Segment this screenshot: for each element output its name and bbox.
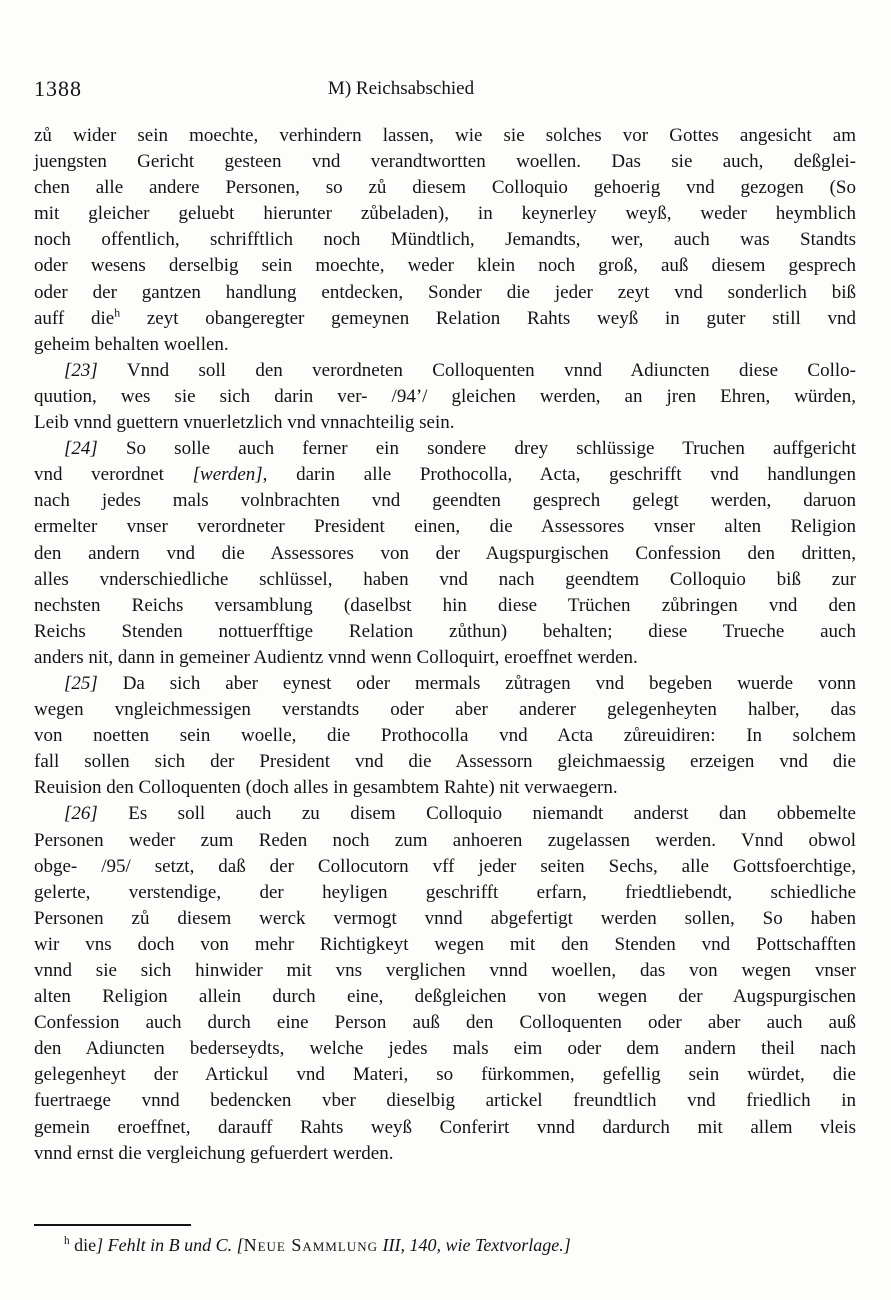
text-line bbox=[34, 880, 856, 906]
text-segment: von noetten sein woelle, die Prothocolla vnd Acta zůreuidiren: In solchem bbox=[34, 725, 856, 747]
text-line bbox=[34, 123, 856, 149]
text-line bbox=[34, 932, 856, 958]
text-segment: h bbox=[114, 306, 121, 320]
text-line bbox=[34, 488, 856, 514]
text-segment: gelerte, verstendige, der heyligen geschrifft erfarn, friedtliebendt, schiedliche bbox=[34, 881, 856, 903]
text-segment: Leib vnnd guettern vnuerletzlich vnd vnnachteilig sein. bbox=[34, 412, 455, 434]
page-header bbox=[34, 76, 856, 104]
text-segment: Reuision den Colloquenten (doch alles in gesambtem Rahte) nit verwaegern. bbox=[34, 777, 618, 799]
text-segment: Es soll auch zu disem Colloquio niemandt anderst dan obbemelte bbox=[97, 803, 856, 825]
text-segment: oder wesens derselbig sein moechte, weder klein noch groß, auß diesem gesprech bbox=[34, 255, 856, 277]
text-line bbox=[34, 384, 856, 410]
text-segment: geheim behalten woellen. bbox=[34, 333, 229, 355]
text-line bbox=[34, 593, 856, 619]
paragraph bbox=[34, 671, 856, 801]
text-line bbox=[34, 201, 856, 227]
text-line bbox=[34, 462, 856, 488]
text-segment: fuertraege vnnd bedencken vber dieselbig artickel freundtlich vnd friedlich in bbox=[34, 1090, 856, 1112]
text-line bbox=[34, 697, 856, 723]
text-segment: vnnd ernst die vergleichung gefuerdert werden. bbox=[34, 1142, 394, 1164]
text-segment: auff die bbox=[34, 307, 115, 329]
text-line bbox=[34, 149, 856, 175]
text-line bbox=[34, 253, 856, 279]
text-line bbox=[34, 749, 856, 775]
text-segment: [24] bbox=[64, 438, 98, 460]
footnote-text bbox=[34, 1233, 856, 1257]
text-segment: alten Religion allein durch eine, deßgleichen von wegen der Augspurgischen bbox=[34, 986, 856, 1008]
text-segment: So solle auch ferner ein sondere drey schlüssige Truchen auffgericht bbox=[97, 438, 856, 460]
text-segment: , darin alle Prothocolla, Acta, geschrifft vnd handlungen bbox=[262, 464, 856, 486]
text-segment: den andern vnd die Assessores von der Augspurgischen Confession den dritten, bbox=[34, 542, 856, 564]
text-segment: Vnnd soll den verordneten Colloquenten vnnd Adiuncten diese Collo- bbox=[97, 359, 856, 381]
text-segment: gemein eroeffnet, darauff Rahts weyß Conferirt vnnd dardurch mit allem vleis bbox=[34, 1116, 856, 1138]
text-line bbox=[34, 1036, 856, 1062]
text-line bbox=[34, 1010, 856, 1036]
paragraph bbox=[34, 123, 856, 358]
text-segment: mit gleicher geluebt hierunter zůbeladen), in keynerley weyß, weder heymblich bbox=[34, 203, 856, 225]
text-line bbox=[34, 645, 856, 671]
text-segment: quution, wes sie sich darin ver- /94’/ gleichen werden, an jren Ehren, würden, bbox=[34, 385, 856, 407]
text-segment: gelegenheyt der Artickul vnd Materi, so fürkommen, gefellig sein würdet, die bbox=[34, 1064, 856, 1086]
text-segment: Personen weder zum Reden noch zum anhoeren zugelassen werden. Vnnd obwol bbox=[34, 829, 856, 851]
text-segment: chen alle andere Personen, so zů diesem Colloquio gehoerig vnd gezogen (So bbox=[34, 177, 856, 199]
text-segment: Da sich aber eynest oder mermals zůtragen vnd begeben wuerde vonn bbox=[97, 672, 856, 694]
text-line bbox=[34, 514, 856, 540]
paragraph bbox=[34, 358, 856, 436]
text-segment: ermelter vnser verordneter President einen, die Assessores vnser alten Religion bbox=[34, 516, 856, 538]
text-line bbox=[34, 436, 856, 462]
text-segment: juengsten Gericht gesteen vnd verandtwortten woellen. Das sie auch, deßglei- bbox=[34, 151, 856, 173]
text-line bbox=[34, 332, 856, 358]
footnote bbox=[34, 1224, 856, 1257]
text-segment: die bbox=[69, 1235, 97, 1255]
text-line bbox=[34, 227, 856, 253]
text-segment: wegen vngleichmessigen verstandts oder aber anderer gelegenheyten halber, das bbox=[34, 699, 856, 721]
running-title: M) Reichsabschied bbox=[327, 78, 475, 99]
text-segment: alles vnderschiedliche schlüssel, haben vnd nach geendtem Colloquio biß zur bbox=[34, 568, 856, 590]
text-segment: h bbox=[64, 1235, 70, 1247]
text-line bbox=[34, 801, 856, 827]
text-line bbox=[34, 410, 856, 436]
text-line bbox=[34, 619, 856, 645]
text-segment: [26] bbox=[64, 803, 98, 825]
text-segment: noch offentlich, schrifftlich noch Mündtlich, Jemandts, wer, auch was Standts bbox=[34, 229, 856, 251]
text-segment: [23] bbox=[64, 359, 98, 381]
text-segment: den Adiuncten bederseydts, welche jedes mals eim oder dem andern theil nach bbox=[34, 1038, 856, 1060]
text-line bbox=[34, 1062, 856, 1088]
text-segment: vnd verordnet bbox=[34, 464, 193, 486]
text-line bbox=[34, 723, 856, 749]
text-line bbox=[34, 854, 856, 880]
text-segment: anders nit, dann in gemeiner Audientz vnnd wenn Colloquirt, eroeffnet werden. bbox=[34, 646, 638, 668]
text-segment: [25] bbox=[64, 672, 98, 694]
footnote-rule bbox=[34, 1224, 191, 1226]
text-line bbox=[34, 828, 856, 854]
text-line bbox=[34, 1141, 856, 1167]
text-line bbox=[34, 306, 856, 332]
body-text bbox=[34, 123, 856, 1167]
text-segment: vnnd sie sich hinwider mit vns verglichen vnnd woellen, das von wegen vnser bbox=[34, 960, 856, 981]
text-segment: nechsten Reichs versamblung (daselbst hin diese Trüchen zůbringen vnd den bbox=[34, 594, 856, 616]
paragraph bbox=[34, 436, 856, 671]
page-number: 1388 bbox=[34, 76, 82, 101]
text-line bbox=[34, 958, 856, 984]
text-line bbox=[34, 984, 856, 1010]
text-segment: obge- /95/ setzt, daß der Collocutorn vff jeder seiten Sechs, alle Gottsfoerchtige, bbox=[34, 855, 856, 877]
text-segment: nach jedes mals volnbrachten vnd geendten gesprech gelegt werden, daruon bbox=[34, 490, 856, 512]
text-segment: oder der gantzen handlung entdecken, Sonder die jeder zeyt vnd sonderlich biß bbox=[34, 281, 856, 303]
text-line bbox=[34, 671, 856, 697]
text-line bbox=[34, 1088, 856, 1114]
text-line bbox=[34, 906, 856, 932]
text-line bbox=[34, 775, 856, 801]
text-segment: fall sollen sich der President vnd die Assessorn gleichmaessig erzeigen vnd die bbox=[34, 751, 856, 773]
text-line bbox=[34, 541, 856, 567]
text-segment: Personen zů diesem werck vermogt vnnd abgefertigt werden sollen, So haben bbox=[34, 907, 856, 929]
text-line bbox=[34, 1115, 856, 1141]
text-line bbox=[34, 280, 856, 306]
text-segment: ] Fehlt in B und C. [ bbox=[96, 1235, 244, 1255]
text-segment: III, 140, wie Textvorlage.] bbox=[377, 1235, 571, 1255]
text-segment: zů wider sein moechte, verhindern lassen, wie sie solches vor Gottes angesicht am bbox=[34, 125, 856, 146]
paragraph bbox=[34, 801, 856, 1166]
text-segment: Reichs Stenden nottuerfftige Relation zůthun) behalten; diese Trueche auch bbox=[34, 620, 856, 642]
text-segment: Confession auch durch eine Person auß den Colloquenten oder aber auch auß bbox=[34, 1012, 856, 1034]
text-segment: zeyt obangeregter gemeynen Relation Rahts weyß in guter still vnd bbox=[120, 307, 856, 329]
text-line bbox=[34, 175, 856, 201]
text-segment: wir vns doch von mehr Richtigkeyt wegen mit den Stenden vnd Pottschafften bbox=[34, 933, 856, 955]
text-line bbox=[34, 358, 856, 384]
text-line bbox=[34, 567, 856, 593]
text-segment: [werden] bbox=[192, 464, 263, 486]
text-segment: Neue Sammlung bbox=[243, 1235, 378, 1255]
